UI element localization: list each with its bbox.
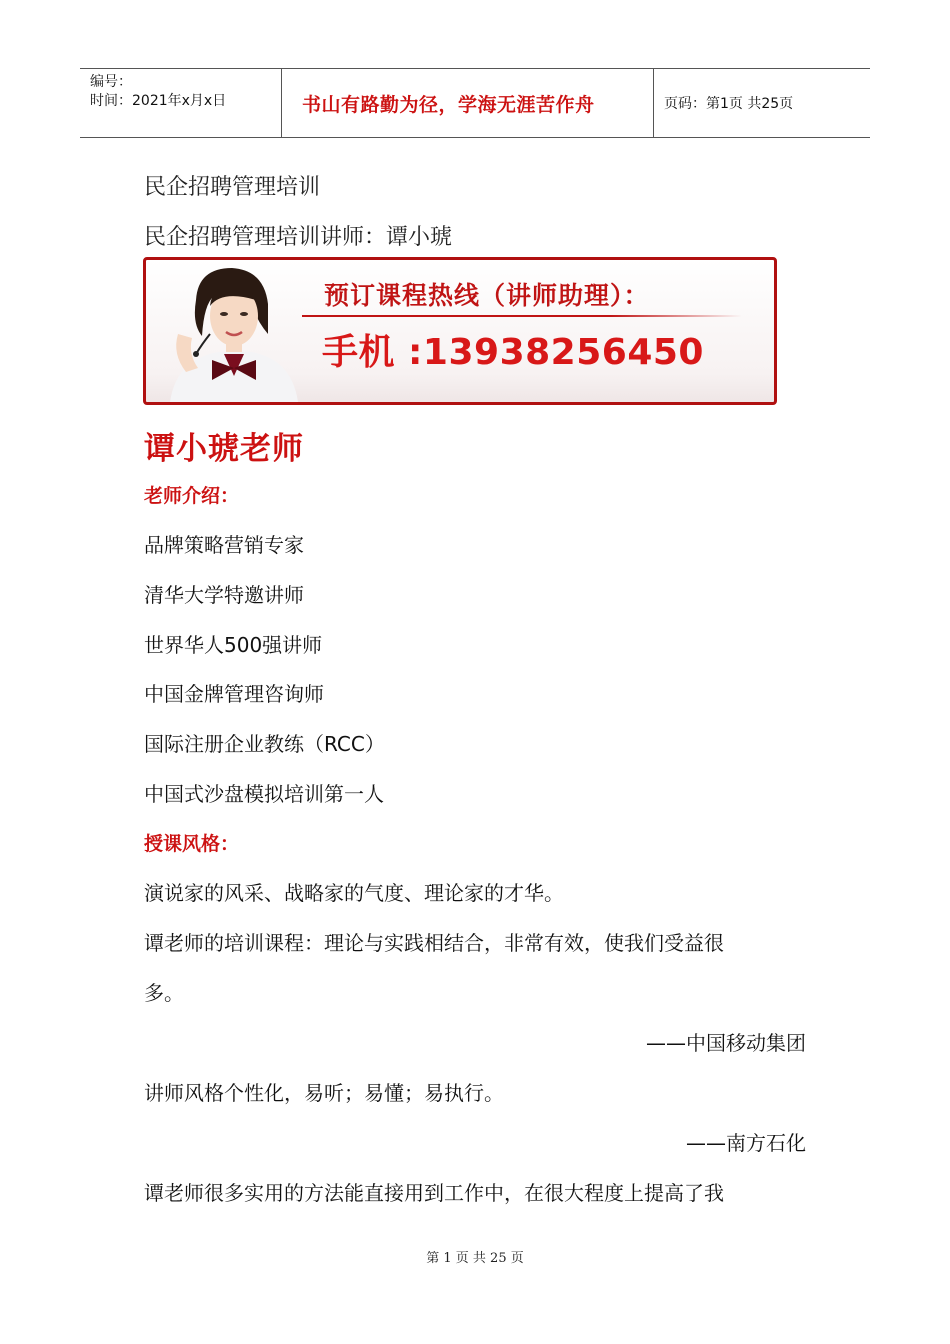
header-page-info: 页码：第1页 共25页 [664, 96, 794, 112]
page-footer: 第 1 页 共 25 页 [426, 1251, 524, 1266]
testimonial-text: 谭老师很多实用的方法能直接用到工作中，在很大程度上提高了我 [144, 1181, 724, 1205]
teacher-name-heading: 谭小琥老师 [144, 431, 304, 467]
header-meta-cell [80, 69, 282, 137]
header-motto-cell [282, 69, 654, 137]
header-motto: 书山有路勤为径，学海无涯苦作舟 [302, 93, 595, 116]
intro-item: 国际注册企业教练（RCC） [144, 732, 385, 756]
document-subtitle: 民企招聘管理培训讲师：谭小琥 [144, 225, 453, 250]
header-page-cell [654, 69, 870, 137]
testimonial-text: 谭老师的培训课程：理论与实践相结合，非常有效，使我们受益很 [144, 931, 724, 955]
style-heading: 授课风格： [144, 833, 240, 855]
document-number-label: 编号： [90, 74, 132, 90]
banner-hotline-text: 预订课程热线（讲师助理）： [324, 281, 650, 310]
intro-item: 中国金牌管理咨询师 [144, 682, 324, 706]
receptionist-image [152, 264, 302, 402]
intro-heading: 老师介绍： [144, 485, 240, 507]
hotline-banner [143, 257, 777, 405]
intro-item: 世界华人500强讲师 [144, 633, 323, 657]
document-title: 民企招聘管理培训 [144, 175, 321, 200]
style-description: 演说家的风采、战略家的气度、理论家的才华。 [144, 881, 564, 905]
testimonial-source: ——南方石化 [686, 1131, 806, 1155]
banner-divider [302, 315, 742, 317]
page-header [80, 68, 870, 138]
testimonial-text: 讲师风格个性化，易听；易懂；易执行。 [144, 1081, 504, 1105]
document-time-label: 时间：2021年x月x日 [90, 93, 227, 109]
testimonial-source: ——中国移动集团 [646, 1031, 806, 1055]
testimonial-text-continued: 多。 [144, 981, 184, 1005]
intro-item: 清华大学特邀讲师 [144, 583, 304, 607]
intro-item: 中国式沙盘模拟培训第一人 [144, 782, 384, 806]
banner-phone-text: 手机 :13938256450 [322, 332, 704, 373]
intro-item: 品牌策略营销专家 [144, 533, 304, 557]
